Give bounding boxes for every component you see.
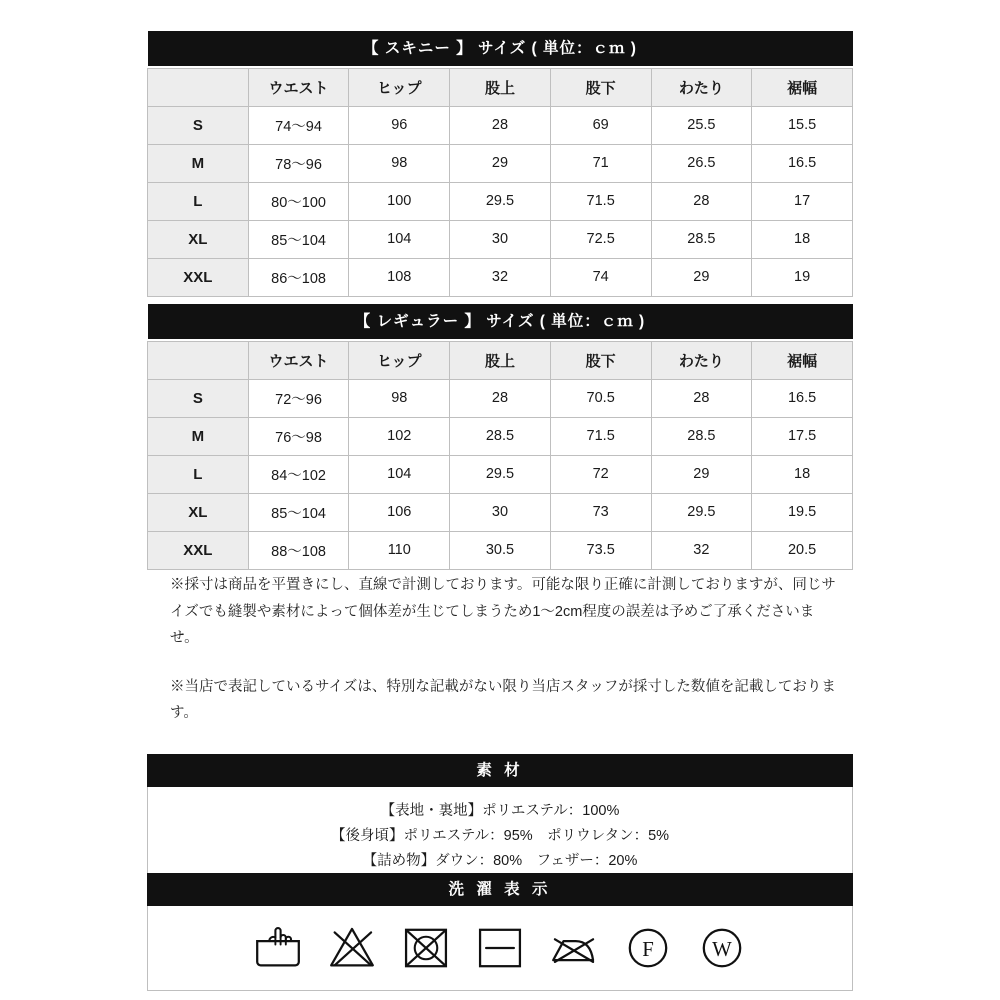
cell-hip: 98 [349,379,450,417]
cell-hem: 18 [752,455,853,493]
cell-rise: 29.5 [450,455,551,493]
wet-clean-icon [696,922,748,974]
column-header-inseam: 股下 [550,341,651,379]
cell-inseam: 73.5 [550,531,651,569]
column-header-waist: ウエスト [248,68,349,106]
cell-thigh: 28 [651,182,752,220]
cell-inseam: 74 [550,258,651,296]
column-header-waist: ウエスト [248,341,349,379]
row-header-size: M [148,417,249,455]
size-table-regular [147,303,853,570]
cell-rise: 29.5 [450,182,551,220]
cell-rise: 28 [450,106,551,144]
table-row [148,258,853,296]
row-header-size: L [148,455,249,493]
cell-hem: 20.5 [752,531,853,569]
cell-inseam: 69 [550,106,651,144]
row-header-size: XXL [148,531,249,569]
table-row [148,144,853,182]
table-row [148,417,853,455]
cell-hip: 110 [349,531,450,569]
cell-inseam: 71.5 [550,182,651,220]
cell-hip: 106 [349,493,450,531]
hand-wash-icon [252,922,304,974]
table-title [148,30,853,68]
cell-hem: 17.5 [752,417,853,455]
row-header-size: S [148,379,249,417]
cell-hem: 19.5 [752,493,853,531]
no-tumble-dry-icon [400,922,452,974]
cell-hem: 19 [752,258,853,296]
cell-hip: 108 [349,258,450,296]
cell-hem: 17 [752,182,853,220]
table-title [148,303,853,341]
note-measurement-tolerance: ※採寸は商品を平置きにし、直線で計測しております。可能な限り正確に計測しておりますが、同じサイズでも縫製や素材によって個体差が生じてしまうため1〜2cm程度の誤差は予めご了承くださいませ。 [170,577,836,646]
table-row [148,379,853,417]
cell-rise: 30 [450,493,551,531]
table-row [148,220,853,258]
row-header-size: L [148,182,249,220]
column-header-size [148,341,249,379]
cell-waist: 84〜102 [248,455,349,493]
cell-hip: 98 [349,144,450,182]
material-line-filling: 【詰め物】ダウン：80% フェザー：20% [362,853,638,869]
material-block [147,755,853,889]
cell-hem: 15.5 [752,106,853,144]
column-header-hem: 裾幅 [752,68,853,106]
table-title-row [148,30,853,68]
column-header-hem: 裾幅 [752,341,853,379]
cell-waist: 74〜94 [248,106,349,144]
material-line-shell-lining: 【表地・裏地】ポリエステル：100% [380,803,620,819]
cell-thigh: 29 [651,455,752,493]
cell-waist: 85〜104 [248,493,349,531]
cell-waist: 88〜108 [248,531,349,569]
material-line-back-body: 【後身頃】ポリエステル：95% ポリウレタン：5% [330,828,670,844]
no-bleach-icon [326,922,378,974]
cell-rise: 28.5 [450,417,551,455]
table-header-row [148,341,853,379]
wash-care-block [147,874,853,991]
column-header-thigh: わたり [651,68,752,106]
row-header-size: S [148,106,249,144]
cell-thigh: 29 [651,258,752,296]
cell-hem: 18 [752,220,853,258]
cell-hip: 96 [349,106,450,144]
row-header-size: XXL [148,258,249,296]
cell-thigh: 26.5 [651,144,752,182]
size-table-skinny [147,30,853,297]
wash-care-icons [148,906,852,990]
cell-inseam: 71 [550,144,651,182]
cell-rise: 32 [450,258,551,296]
cell-waist: 80〜100 [248,182,349,220]
table-row [148,531,853,569]
cell-hip: 100 [349,182,450,220]
cell-inseam: 72.5 [550,220,651,258]
cell-hem: 16.5 [752,144,853,182]
cell-rise: 30 [450,220,551,258]
column-header-rise: 股上 [450,68,551,106]
table-title-text: 【 スキニー 】 サイズ ( 単位：ｃｍ ) [148,31,853,66]
cell-rise: 29 [450,144,551,182]
cell-waist: 72〜96 [248,379,349,417]
cell-hip: 102 [349,417,450,455]
column-header-hip: ヒップ [349,341,450,379]
cell-thigh: 28 [651,379,752,417]
table-row [148,493,853,531]
cell-hem: 16.5 [752,379,853,417]
table-header-row [148,68,853,106]
measurement-notes [170,572,838,727]
table-title-row [148,303,853,341]
cell-waist: 85〜104 [248,220,349,258]
column-header-inseam: 股下 [550,68,651,106]
cell-waist: 86〜108 [248,258,349,296]
cell-inseam: 72 [550,455,651,493]
no-iron-icon [548,922,600,974]
cell-hip: 104 [349,455,450,493]
cell-thigh: 32 [651,531,752,569]
cell-rise: 28 [450,379,551,417]
column-header-size [148,68,249,106]
drip-dry-flat-icon [474,922,526,974]
column-header-hip: ヒップ [349,68,450,106]
cell-rise: 30.5 [450,531,551,569]
wash-care-heading: 洗 濯 表 示 [147,873,853,906]
cell-inseam: 70.5 [550,379,651,417]
cell-hip: 104 [349,220,450,258]
cell-inseam: 71.5 [550,417,651,455]
material-heading: 素 材 [147,754,853,787]
table-row [148,182,853,220]
cell-thigh: 28.5 [651,417,752,455]
cell-thigh: 25.5 [651,106,752,144]
table-row [148,106,853,144]
cell-waist: 78〜96 [248,144,349,182]
cell-inseam: 73 [550,493,651,531]
cell-thigh: 29.5 [651,493,752,531]
cell-thigh: 28.5 [651,220,752,258]
table-title-text: 【 レギュラー 】 サイズ ( 単位：ｃｍ ) [148,304,853,339]
svg-text:F: F [642,937,654,961]
cell-waist: 76〜98 [248,417,349,455]
dry-clean-petroleum-icon [622,922,674,974]
svg-text:W: W [712,937,732,961]
note-staff-measured: ※当店で表記しているサイズは、特別な記載がない限り当店スタッフが採寸した数値を記載しております。 [170,678,836,721]
column-header-thigh: わたり [651,341,752,379]
column-header-rise: 股上 [450,341,551,379]
row-header-size: M [148,144,249,182]
table-row [148,455,853,493]
row-header-size: XL [148,493,249,531]
row-header-size: XL [148,220,249,258]
